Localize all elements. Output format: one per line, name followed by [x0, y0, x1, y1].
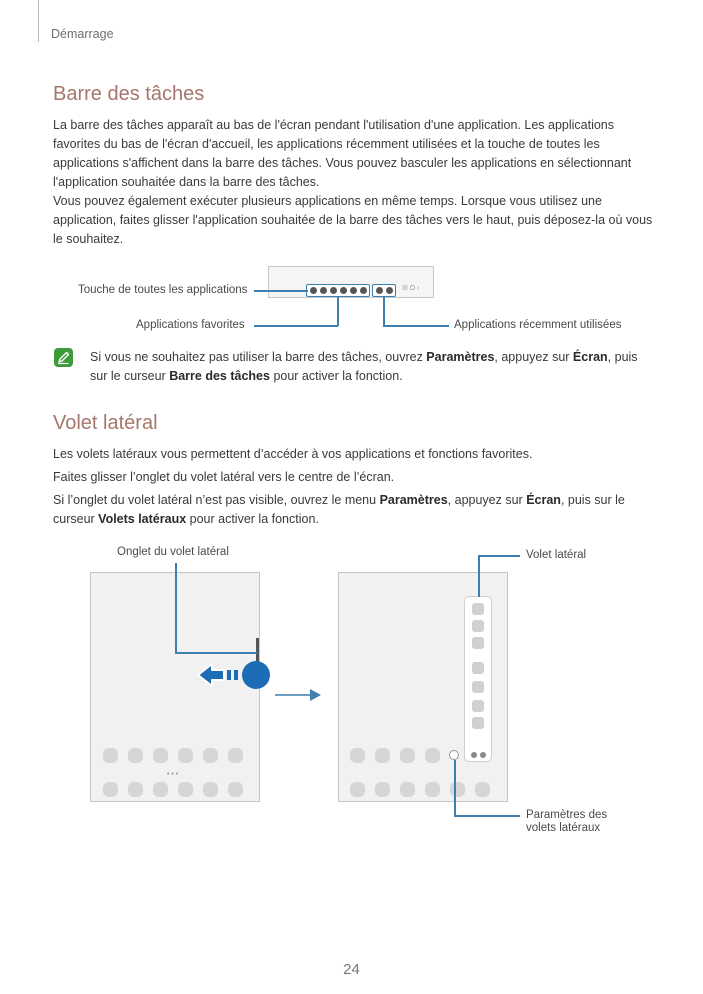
- app-icon: [425, 782, 440, 797]
- label-panel-settings: Paramètres des volets latéraux: [526, 809, 608, 834]
- touch-point: [242, 661, 270, 689]
- taskbar-paragraph-2: Vous pouvez également exécuter plusieurs applications en même temps. Lorsque vous utilisez une application, faites glisser l'application souhaitée de la barre des tâches vers le haut, puis déposez-la où vous le souhaitez.: [53, 194, 653, 246]
- chapter-label: Démarrage: [51, 27, 114, 41]
- panel-settings-icon[interactable]: [449, 750, 459, 760]
- taskbar-nav-icons: III O ‹: [402, 285, 420, 292]
- panel-app[interactable]: [472, 662, 484, 674]
- panel-app[interactable]: [472, 681, 484, 693]
- edge-paragraph-1: Les volets latéraux vous permettent d’accéder à vos applications et fonctions favorites.: [53, 447, 533, 461]
- leader-handle-v: [175, 563, 177, 653]
- app-icon: [350, 748, 365, 763]
- edge-paragraph-2: Faites glisser l’onglet du volet latéral vers le centre de l’écran.: [53, 470, 395, 484]
- label-panel: Volet latéral: [526, 549, 587, 561]
- app-icon: [153, 782, 168, 797]
- panel-page-dot: [480, 752, 486, 758]
- app-icon: [128, 782, 143, 797]
- panel-app[interactable]: [472, 637, 484, 649]
- leader-all-apps: [254, 290, 308, 292]
- app-icon: [103, 748, 118, 763]
- leader-settings-v: [454, 760, 456, 816]
- taskbar-paragraph-1: La barre des tâches apparaît au bas de l'écran pendant l'utilisation d'une application. Les applications favorites du bas de l'écran d'accueil, les applications récemment utilisées et la touche de toutes les applications s'affichent dans la barre des tâches. Vous pouvez basculer les applications en sélectionnant l'application souhaitée dans la barre des tâches.: [53, 118, 632, 189]
- app-icon: [128, 748, 143, 763]
- page-indicator: • • •: [167, 771, 179, 778]
- app-icon: [375, 748, 390, 763]
- app-icon: [375, 782, 390, 797]
- header-rule: [38, 0, 39, 42]
- section-title-edge-panel: Volet latéral: [53, 412, 158, 434]
- app-icon: [228, 748, 243, 763]
- edge-paragraph-3: Si l’onglet du volet latéral n’est pas visible, ouvrez le menu Paramètres, appuyez sur Écran, puis sur le curseur Volets latéraux pour activer la fonction.: [53, 493, 625, 526]
- panel-app[interactable]: [472, 700, 484, 712]
- panel-app[interactable]: [472, 717, 484, 729]
- app-icon: [153, 748, 168, 763]
- leader-recent-h: [383, 325, 449, 327]
- app-icon: [103, 782, 118, 797]
- label-handle: Onglet du volet latéral: [117, 546, 229, 558]
- leader-panel-v: [478, 555, 480, 597]
- label-all-apps: Touche de toutes les applications: [78, 284, 248, 296]
- app-icon: [400, 782, 415, 797]
- app-icon: [203, 748, 218, 763]
- app-icon: [350, 782, 365, 797]
- leader-favorites-v: [337, 297, 339, 326]
- leader-recent-v: [383, 297, 385, 326]
- section-title-taskbar: Barre des tâches: [53, 83, 205, 105]
- panel-app[interactable]: [472, 620, 484, 632]
- leader-favorites-h: [254, 325, 338, 327]
- taskbar-note: Si vous ne souhaitez pas utiliser la barre des tâches, ouvrez Paramètres, appuyez sur Écran, puis sur le curseur Barre des tâches pour activer la fonction.: [90, 350, 638, 383]
- swipe-left-arrow-icon: [196, 661, 244, 689]
- label-recent: Applications récemment utilisées: [454, 319, 622, 331]
- label-favorites: Applications favorites: [136, 319, 245, 331]
- app-icon: [475, 782, 490, 797]
- app-icon: [400, 748, 415, 763]
- panel-app[interactable]: [472, 603, 484, 615]
- leader-panel-h: [478, 555, 520, 557]
- leader-settings-h: [454, 815, 520, 817]
- app-icon: [450, 782, 465, 797]
- taskbar-favorite-apps: [306, 284, 370, 297]
- right-arrow-icon: [274, 688, 322, 702]
- page-number: 24: [343, 961, 360, 978]
- leader-handle-h: [175, 652, 257, 654]
- taskbar-recent-apps: [372, 284, 396, 297]
- app-icon: [228, 782, 243, 797]
- note-icon: [54, 348, 73, 367]
- app-icon: [178, 748, 193, 763]
- app-icon: [178, 782, 193, 797]
- panel-page-dot: [471, 752, 477, 758]
- app-icon: [203, 782, 218, 797]
- app-icon: [425, 748, 440, 763]
